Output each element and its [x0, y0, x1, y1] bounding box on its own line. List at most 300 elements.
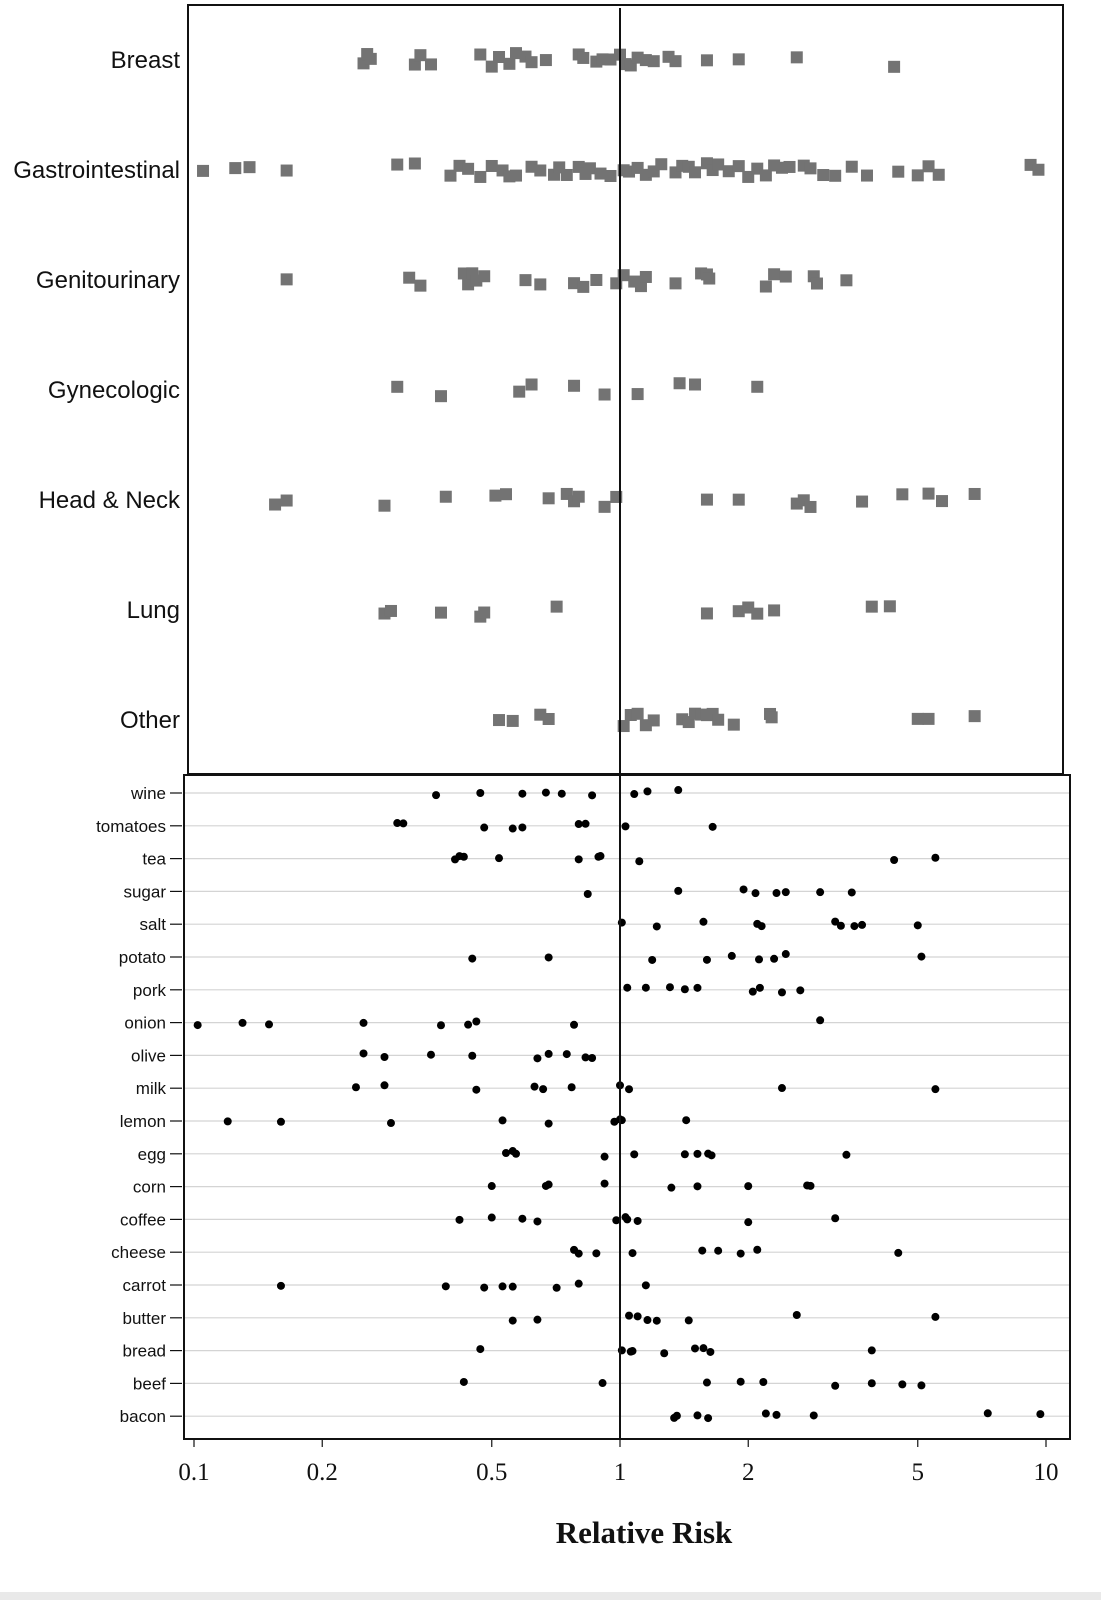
point-gastrointestinal: [534, 164, 546, 176]
point-olive: [545, 1050, 553, 1058]
point-milk: [778, 1084, 786, 1092]
point-beef: [868, 1379, 876, 1387]
point-genitourinary: [478, 270, 490, 282]
point-breast: [670, 55, 682, 67]
food-label-butter: butter: [122, 1308, 166, 1328]
point-breast: [888, 61, 900, 73]
point-other: [543, 713, 555, 725]
point-lemon: [545, 1120, 553, 1128]
point-head-neck: [804, 501, 816, 513]
food-label-tea: tea: [142, 849, 166, 869]
point-genitourinary: [281, 273, 293, 285]
point-breast: [733, 53, 745, 65]
point-tomatoes: [582, 820, 590, 828]
point-butter: [533, 1316, 541, 1324]
point-gastrointestinal: [462, 163, 474, 175]
point-carrot: [499, 1282, 507, 1290]
point-beef: [831, 1382, 839, 1390]
point-lung: [884, 600, 896, 612]
point-carrot: [509, 1283, 517, 1291]
point-beef: [898, 1380, 906, 1388]
point-coffee: [634, 1217, 642, 1225]
point-breast: [493, 51, 505, 63]
point-tomatoes: [399, 819, 407, 827]
point-coffee: [456, 1216, 464, 1224]
point-gynecologic: [435, 390, 447, 402]
x-tick-label: 5: [911, 1459, 925, 1486]
point-potato: [755, 955, 763, 963]
point-carrot: [553, 1284, 561, 1292]
point-onion: [239, 1019, 247, 1027]
point-pork: [681, 985, 689, 993]
point-milk: [625, 1085, 633, 1093]
point-bacon: [772, 1411, 780, 1419]
point-tea: [890, 856, 898, 864]
point-milk: [352, 1083, 360, 1091]
point-olive: [563, 1050, 571, 1058]
point-butter: [634, 1312, 642, 1320]
point-head-neck: [489, 490, 501, 502]
point-milk: [531, 1083, 539, 1091]
point-gynecologic: [568, 380, 580, 392]
food-label-carrot: carrot: [122, 1276, 166, 1295]
point-genitourinary: [780, 271, 792, 283]
point-bacon: [673, 1412, 681, 1420]
point-head-neck: [856, 496, 868, 508]
point-gynecologic: [513, 386, 525, 398]
point-wine: [674, 786, 682, 794]
point-bread: [660, 1349, 668, 1357]
point-egg: [601, 1153, 609, 1161]
category-label-other: Other: [119, 707, 180, 734]
point-genitourinary: [640, 271, 652, 283]
point-carrot: [442, 1282, 450, 1290]
point-other: [507, 715, 519, 727]
point-other: [648, 714, 660, 726]
point-head-neck: [500, 488, 512, 500]
point-butter: [509, 1317, 517, 1325]
point-gastrointestinal: [892, 166, 904, 178]
point-gastrointestinal: [197, 165, 209, 177]
point-sugar: [772, 889, 780, 897]
food-label-bacon: bacon: [119, 1407, 166, 1427]
point-salt: [837, 922, 845, 930]
point-coffee: [533, 1217, 541, 1225]
point-gastrointestinal: [829, 170, 841, 182]
point-genitourinary: [840, 274, 852, 286]
point-potato: [545, 953, 553, 961]
point-genitourinary: [403, 272, 415, 284]
point-lemon: [499, 1116, 507, 1124]
point-carrot: [480, 1284, 488, 1292]
point-salt: [850, 922, 858, 930]
point-gastrointestinal: [655, 158, 667, 170]
point-head-neck: [440, 491, 452, 503]
point-egg: [681, 1150, 689, 1158]
point-gastrointestinal: [784, 161, 796, 173]
point-coffee: [623, 1215, 631, 1223]
point-other: [632, 708, 644, 720]
point-head-neck: [701, 494, 713, 506]
point-butter: [931, 1313, 939, 1321]
point-breast: [540, 54, 552, 66]
food-label-onion: onion: [124, 1013, 166, 1033]
point-onion: [464, 1021, 472, 1029]
point-onion: [472, 1018, 480, 1026]
point-olive: [360, 1049, 368, 1057]
point-head-neck: [969, 488, 981, 500]
food-label-pork: pork: [132, 980, 166, 1000]
x-tick-label: 1: [613, 1459, 627, 1486]
point-tomatoes: [518, 823, 526, 831]
point-butter: [643, 1316, 651, 1324]
point-gastrointestinal: [281, 165, 293, 177]
category-label-head-neck: Head & Neck: [38, 487, 180, 514]
category-label-lung: Lung: [126, 597, 180, 624]
point-wine: [588, 791, 596, 799]
point-pork: [749, 988, 757, 996]
point-lung: [701, 607, 713, 619]
point-breast: [503, 58, 515, 70]
point-lung: [385, 605, 397, 617]
point-genitourinary: [811, 278, 823, 290]
point-onion: [360, 1019, 368, 1027]
point-milk: [931, 1085, 939, 1093]
point-gastrointestinal: [605, 170, 617, 182]
point-gynecologic: [674, 377, 686, 389]
point-lemon: [277, 1118, 285, 1126]
point-gastrointestinal: [912, 169, 924, 181]
point-olive: [427, 1051, 435, 1059]
point-pork: [693, 984, 701, 992]
point-onion: [437, 1021, 445, 1029]
point-onion: [570, 1021, 578, 1029]
point-breast: [648, 55, 660, 67]
point-beef: [460, 1378, 468, 1386]
point-sugar: [584, 890, 592, 898]
point-other: [728, 719, 740, 731]
point-salt: [758, 922, 766, 930]
point-gastrointestinal: [733, 160, 745, 172]
point-butter: [653, 1317, 661, 1325]
point-potato: [648, 956, 656, 964]
point-egg: [512, 1150, 520, 1158]
point-lung: [866, 601, 878, 613]
point-egg: [693, 1150, 701, 1158]
point-cheese: [575, 1250, 583, 1258]
point-breast: [701, 54, 713, 66]
point-breast: [526, 56, 538, 68]
x-tick-label: 0.2: [306, 1459, 338, 1486]
point-wine: [630, 790, 638, 798]
category-label-gynecologic: Gynecologic: [47, 377, 180, 404]
point-genitourinary: [760, 281, 772, 293]
point-gynecologic: [689, 379, 701, 391]
food-label-beef: beef: [132, 1374, 166, 1394]
point-egg: [842, 1151, 850, 1159]
food-label-sugar: sugar: [123, 882, 166, 902]
point-gynecologic: [599, 389, 611, 401]
point-gastrointestinal: [933, 169, 945, 181]
point-potato: [728, 952, 736, 960]
point-gastrointestinal: [391, 159, 403, 171]
x-tick-label: 10: [1033, 1459, 1059, 1486]
point-tea: [495, 854, 503, 862]
point-wine: [476, 789, 484, 797]
point-gastrointestinal: [244, 161, 256, 173]
point-gastrointestinal: [561, 169, 573, 181]
category-label-gastrointestinal: Gastrointestinal: [13, 157, 180, 184]
point-lemon: [682, 1116, 690, 1124]
point-sugar: [782, 888, 790, 896]
point-tomatoes: [621, 822, 629, 830]
food-label-egg: egg: [137, 1144, 166, 1164]
point-olive: [588, 1054, 596, 1062]
x-tick-label: 2: [741, 1459, 755, 1486]
point-pork: [623, 984, 631, 992]
point-lung: [435, 607, 447, 619]
point-bacon: [984, 1409, 992, 1417]
point-wine: [518, 790, 526, 798]
point-head-neck: [281, 495, 293, 507]
point-lung: [751, 608, 763, 620]
point-potato: [782, 950, 790, 958]
point-wine: [542, 789, 550, 797]
point-cheese: [629, 1249, 637, 1257]
food-label-corn: corn: [132, 1177, 166, 1197]
x-tick-label: 0.5: [476, 1459, 508, 1486]
point-genitourinary: [534, 278, 546, 290]
point-potato: [703, 956, 711, 964]
point-bacon: [810, 1411, 818, 1419]
point-gastrointestinal: [584, 162, 596, 174]
point-lung: [478, 607, 490, 619]
point-other: [923, 713, 935, 725]
point-butter: [625, 1312, 633, 1320]
point-head-neck: [733, 494, 745, 506]
point-corn: [488, 1182, 496, 1190]
point-corn: [806, 1182, 814, 1190]
point-milk: [380, 1081, 388, 1089]
point-sugar: [848, 888, 856, 896]
point-coffee: [488, 1214, 496, 1222]
x-axis-title: Relative Risk: [555, 1515, 733, 1550]
caption-strip-cropped: [0, 1592, 1101, 1600]
point-gastrointestinal: [409, 158, 421, 170]
point-pork: [642, 984, 650, 992]
point-head-neck: [269, 499, 281, 511]
point-genitourinary: [577, 281, 589, 293]
point-genitourinary: [414, 280, 426, 292]
point-milk: [472, 1086, 480, 1094]
point-gastrointestinal: [846, 161, 858, 173]
point-genitourinary: [670, 277, 682, 289]
point-gynecologic: [632, 388, 644, 400]
point-sugar: [751, 889, 759, 897]
point-milk: [568, 1083, 576, 1091]
point-bread: [706, 1348, 714, 1356]
point-tomatoes: [709, 823, 717, 831]
point-onion: [194, 1021, 202, 1029]
point-tomatoes: [480, 824, 488, 832]
point-sugar: [674, 887, 682, 895]
point-beef: [759, 1378, 767, 1386]
point-cheese: [753, 1246, 761, 1254]
point-head-neck: [599, 501, 611, 513]
point-tea: [597, 852, 605, 860]
point-potato: [468, 955, 476, 963]
point-genitourinary: [703, 273, 715, 285]
point-head-neck: [573, 491, 585, 503]
point-breast: [791, 51, 803, 63]
point-coffee: [744, 1218, 752, 1226]
point-bread: [629, 1347, 637, 1355]
point-gastrointestinal: [229, 162, 241, 174]
category-label-breast: Breast: [110, 47, 180, 74]
point-tea: [635, 857, 643, 865]
point-lemon: [224, 1117, 232, 1125]
point-head-neck: [896, 488, 908, 500]
point-coffee: [518, 1215, 526, 1223]
point-onion: [816, 1016, 824, 1024]
point-breast: [365, 53, 377, 65]
food-label-coffee: coffee: [119, 1210, 166, 1230]
category-label-genitourinary: Genitourinary: [35, 267, 180, 294]
point-butter: [685, 1316, 693, 1324]
point-bacon: [762, 1410, 770, 1418]
point-bread: [691, 1344, 699, 1352]
point-other: [712, 714, 724, 726]
point-onion: [265, 1020, 273, 1028]
point-genitourinary: [768, 268, 780, 280]
point-wine: [558, 790, 566, 798]
point-carrot: [277, 1282, 285, 1290]
point-lung: [551, 601, 563, 613]
point-gastrointestinal: [817, 169, 829, 181]
point-lung: [768, 604, 780, 616]
point-gastrointestinal: [804, 162, 816, 174]
point-tea: [460, 853, 468, 861]
point-salt: [914, 921, 922, 929]
point-gynecologic: [526, 378, 538, 390]
point-lemon: [387, 1119, 395, 1127]
x-tick-label: 0.1: [178, 1459, 210, 1486]
point-bread: [699, 1344, 707, 1352]
point-milk: [539, 1085, 547, 1093]
point-cheese: [894, 1249, 902, 1257]
point-carrot: [642, 1281, 650, 1289]
food-label-wine: wine: [131, 784, 166, 803]
point-gastrointestinal: [486, 160, 498, 172]
point-coffee: [831, 1214, 839, 1222]
point-gastrointestinal: [712, 158, 724, 170]
point-pork: [796, 986, 804, 994]
point-corn: [693, 1182, 701, 1190]
food-label-cheese: cheese: [111, 1243, 166, 1263]
point-other: [766, 711, 778, 723]
point-beef: [703, 1379, 711, 1387]
point-genitourinary: [519, 274, 531, 286]
point-bacon: [693, 1411, 701, 1419]
point-olive: [533, 1054, 541, 1062]
point-potato: [770, 955, 778, 963]
point-other: [912, 713, 924, 725]
point-salt: [653, 922, 661, 930]
point-head-neck: [936, 495, 948, 507]
point-sugar: [740, 885, 748, 893]
point-gastrointestinal: [861, 170, 873, 182]
point-breast: [425, 58, 437, 70]
point-head-neck: [543, 492, 555, 504]
point-olive: [380, 1053, 388, 1061]
point-cheese: [737, 1250, 745, 1258]
food-label-salt: salt: [139, 915, 166, 935]
point-wine: [432, 791, 440, 799]
point-beef: [917, 1381, 925, 1389]
point-breast: [474, 49, 486, 61]
point-cheese: [714, 1247, 722, 1255]
food-label-potato: potato: [118, 948, 166, 967]
point-tea: [931, 854, 939, 862]
point-carrot: [575, 1280, 583, 1288]
point-corn: [667, 1184, 675, 1192]
point-bacon: [1036, 1410, 1044, 1418]
point-gastrointestinal: [689, 166, 701, 178]
point-pork: [778, 988, 786, 996]
point-butter: [793, 1311, 801, 1319]
food-label-bread: bread: [122, 1341, 166, 1361]
point-bread: [868, 1346, 876, 1354]
point-gynecologic: [391, 381, 403, 393]
point-tea: [575, 855, 583, 863]
point-bread: [476, 1345, 484, 1353]
point-tomatoes: [575, 820, 583, 828]
point-gynecologic: [751, 381, 763, 393]
point-beef: [737, 1378, 745, 1386]
point-breast: [577, 52, 589, 64]
point-pork: [756, 984, 764, 992]
point-head-neck: [378, 500, 390, 512]
point-egg: [502, 1149, 510, 1157]
point-corn: [601, 1180, 609, 1188]
point-genitourinary: [590, 274, 602, 286]
point-wine: [643, 787, 651, 795]
point-breast: [414, 49, 426, 61]
point-salt: [699, 918, 707, 926]
point-bacon: [704, 1414, 712, 1422]
point-beef: [599, 1379, 607, 1387]
point-salt: [858, 921, 866, 929]
point-egg: [708, 1151, 716, 1159]
point-gastrointestinal: [474, 171, 486, 183]
point-other: [493, 714, 505, 726]
point-egg: [630, 1150, 638, 1158]
point-cheese: [698, 1247, 706, 1255]
point-corn: [545, 1181, 553, 1189]
food-label-olive: olive: [131, 1046, 166, 1066]
point-pork: [666, 983, 674, 991]
point-tomatoes: [509, 825, 517, 833]
point-head-neck: [923, 488, 935, 500]
point-sugar: [816, 888, 824, 896]
food-label-lemon: lemon: [119, 1112, 166, 1131]
point-olive: [468, 1052, 476, 1060]
point-corn: [744, 1182, 752, 1190]
point-gastrointestinal: [510, 170, 522, 182]
food-label-milk: milk: [135, 1079, 166, 1099]
point-potato: [917, 953, 925, 961]
point-cheese: [592, 1249, 600, 1257]
